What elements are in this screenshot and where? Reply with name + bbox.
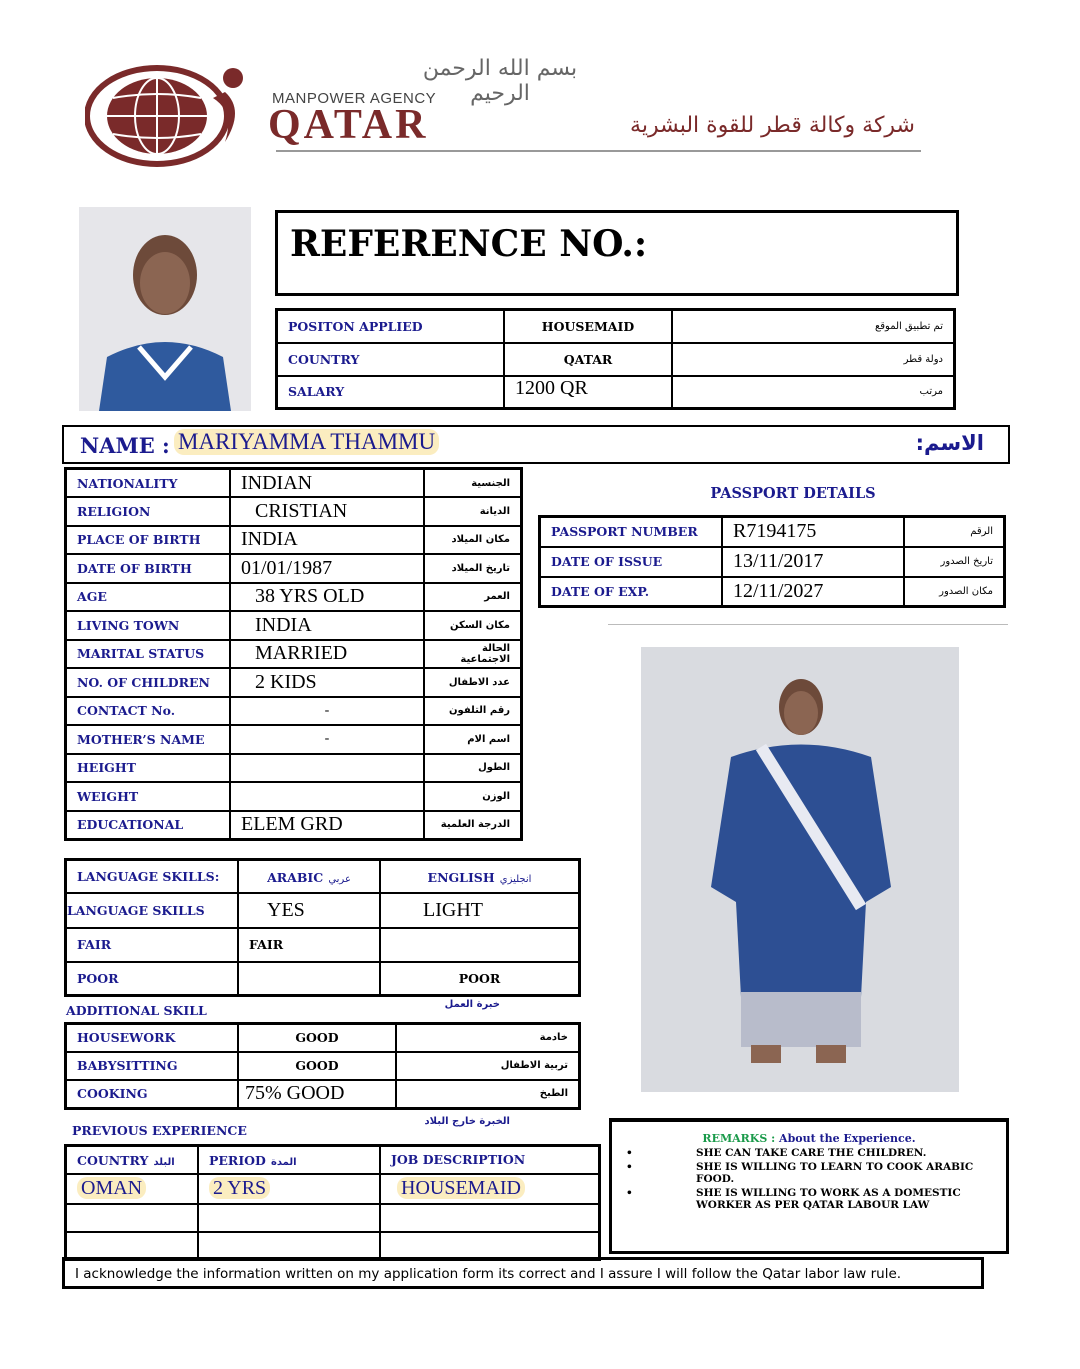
table-row: [277, 376, 955, 409]
remarks-list: [612, 1147, 1006, 1211]
babysitting-arabic: تربية الاطفال: [396, 1052, 580, 1080]
list-item: • SHE IS WILLING TO WORK AS A DOMESTIC WORKER AS PER QATAR LABOUR LAW: [626, 1187, 961, 1211]
table-row: [66, 497, 522, 526]
portrait-photo-icon: [79, 207, 251, 411]
remarks-heading: REMARKS : About the Experience.: [702, 1132, 916, 1145]
passport-table: [538, 515, 1006, 608]
personal-label: NO. OF CHILDREN: [66, 668, 231, 697]
reference-label: REFERENCE NO.:: [290, 223, 648, 265]
experience-job: [380, 1232, 600, 1260]
table-row: [66, 554, 522, 583]
personal-label: HEIGHT: [66, 754, 231, 783]
table-row: [66, 811, 522, 840]
table-row: [66, 928, 580, 962]
position-arabic: تم تطبيق الموقع: [672, 310, 955, 343]
position-table: [275, 308, 956, 410]
personal-label: CONTACT No.: [66, 697, 231, 726]
table-row: [540, 547, 1005, 577]
experience-period: [198, 1204, 380, 1232]
personal-arabic: رقم التلفون: [424, 697, 522, 726]
cooking-label: COOKING: [66, 1080, 239, 1109]
additional-skill-title: ADDITIONAL SKILL: [66, 1003, 207, 1018]
experience-country: OMAN: [66, 1174, 199, 1204]
english-level: LIGHT: [380, 893, 580, 928]
name-label: NAME :: [80, 433, 170, 458]
personal-label: MOTHER’S NAME: [66, 725, 231, 754]
personal-label: PLACE OF BIRTH: [66, 526, 231, 555]
list-item: • SHE IS WILLING TO LEARN TO COOK ARABIC FOOD.: [626, 1161, 974, 1185]
cooking-value: 75% GOOD: [238, 1080, 396, 1109]
acknowledgement-box: [62, 1257, 984, 1289]
personal-label: AGE: [66, 583, 231, 612]
personal-label: WEIGHT: [66, 782, 231, 811]
language-table: [64, 858, 581, 997]
passport-title: PASSPORT DETAILS: [710, 485, 876, 502]
experience-table: [64, 1144, 601, 1261]
table-row: [66, 782, 522, 811]
applicant-full-photo: [641, 647, 959, 1092]
personal-value: -: [230, 725, 424, 754]
agency-line: MANPOWER AGENCY: [272, 90, 437, 107]
table-row: [277, 310, 955, 343]
full-body-photo-icon: [641, 647, 959, 1092]
applicant-portrait: [79, 207, 251, 411]
personal-value: INDIA: [230, 611, 424, 640]
agency-logo: [85, 50, 260, 168]
arabic-column-header: ARABIC عربي: [238, 860, 380, 893]
country-label: COUNTRY: [277, 343, 505, 376]
experience-country: [66, 1204, 199, 1232]
personal-label: EDUCATIONAL: [66, 811, 231, 840]
applicant-name: MARIYAMMA THAMMU: [174, 429, 439, 455]
table-row: [66, 697, 522, 726]
passport-number-value: R7194175: [722, 517, 904, 547]
poor-label: POOR: [66, 962, 239, 996]
experience-job: [380, 1204, 600, 1232]
issue-date-label: DATE OF ISSUE: [540, 547, 723, 577]
personal-value: 01/01/1987: [230, 554, 424, 583]
remarks-box: [609, 1118, 1009, 1254]
personal-value: INDIA: [230, 526, 424, 555]
table-row: [66, 1052, 580, 1080]
personal-label: LIVING TOWN: [66, 611, 231, 640]
previous-experience-title-arabic: الخبرة خارج البلاد: [424, 1116, 510, 1127]
table-row: [66, 668, 522, 697]
divider-line: [608, 624, 1008, 625]
personal-value: 2 KIDS: [230, 668, 424, 697]
table-row: [66, 526, 522, 555]
position-value: HOUSEMAID: [504, 310, 672, 343]
personal-value: INDIAN: [230, 469, 424, 498]
experience-job: HOUSEMAID: [380, 1174, 600, 1204]
arabic-poor: [238, 962, 380, 996]
agency-arabic: شركة وكالة قطر للقوة البشرية: [630, 113, 915, 138]
personal-value: MARRIED: [230, 640, 424, 669]
personal-label: MARITAL STATUS: [66, 640, 231, 669]
personal-label: DATE OF BIRTH: [66, 554, 231, 583]
table-row: [66, 1146, 600, 1174]
table-row: [66, 1232, 600, 1260]
personal-arabic: الديانة: [424, 497, 522, 526]
expiry-date-label: DATE OF EXP.: [540, 577, 723, 607]
table-row: [540, 577, 1005, 607]
cooking-arabic: الطبخ: [396, 1080, 580, 1109]
expiry-date-arabic: مكان الصدور: [904, 577, 1005, 607]
expiry-date-value: 12/11/2027: [722, 577, 904, 607]
salary-arabic: مرتب: [672, 376, 955, 409]
personal-arabic: الدرجة العلمية: [424, 811, 522, 840]
table-row: [66, 893, 580, 928]
personal-value: [230, 782, 424, 811]
job-column-header: JOB DESCRIPTION: [380, 1146, 600, 1174]
table-row: [66, 1174, 600, 1204]
english-column-header: ENGLISH انجليزي: [380, 860, 580, 893]
language-skills-label: LANGUAGE SKILLS: [66, 893, 239, 928]
personal-arabic: اسم الام: [424, 725, 522, 754]
english-fair: [380, 928, 580, 962]
fair-label: FAIR: [66, 928, 239, 962]
agency-name: QATAR: [268, 102, 429, 148]
table-row: [66, 754, 522, 783]
acknowledgement-text: I acknowledge the information written on my application form its correct and I assure I will follow the Qatar labor law rule.: [75, 1266, 902, 1282]
housework-arabic: خادمة: [396, 1024, 580, 1052]
passport-number-label: PASSPORT NUMBER: [540, 517, 723, 547]
table-row: [66, 611, 522, 640]
personal-label: RELIGION: [66, 497, 231, 526]
table-row: [66, 640, 522, 669]
personal-value: 38 YRS OLD: [230, 583, 424, 612]
personal-arabic: الجنسية: [424, 469, 522, 498]
arabic-fair: FAIR: [238, 928, 380, 962]
personal-arabic: تاريخ الميلاد: [424, 554, 522, 583]
arabic-level: YES: [238, 893, 380, 928]
personal-arabic: الوزن: [424, 782, 522, 811]
position-label: POSITON APPLIED: [277, 310, 505, 343]
personal-value: -: [230, 697, 424, 726]
table-row: [66, 860, 580, 893]
personal-value: ELEM GRD: [230, 811, 424, 840]
table-row: [66, 1204, 600, 1232]
country-arabic: دولة قطر: [672, 343, 955, 376]
passport-number-arabic: الرقم: [904, 517, 1005, 547]
additional-skill-title-arabic: خبرة العمل: [444, 999, 500, 1010]
header-divider: [276, 150, 921, 152]
salary-label: SALARY: [277, 376, 505, 409]
salary-value: 1200 QR: [504, 376, 672, 409]
previous-experience-title: PREVIOUS EXPERIENCE: [72, 1123, 247, 1138]
table-row: [66, 1024, 580, 1052]
table-row: [66, 1080, 580, 1109]
issue-date-value: 13/11/2017: [722, 547, 904, 577]
housework-value: GOOD: [238, 1024, 396, 1052]
personal-value: [230, 754, 424, 783]
table-row: [540, 517, 1005, 547]
name-bar: [62, 425, 1010, 464]
personal-arabic: عدد الاطفال: [424, 668, 522, 697]
table-row: [66, 725, 522, 754]
table-row: [66, 583, 522, 612]
english-poor: POOR: [380, 962, 580, 996]
experience-period: 2 YRS: [198, 1174, 380, 1204]
additional-skill-table: [64, 1022, 581, 1110]
personal-label: NATIONALITY: [66, 469, 231, 498]
table-row: [66, 962, 580, 996]
period-column-header: PERIOD المدة: [198, 1146, 380, 1174]
table-row: [277, 343, 955, 376]
country-column-header: COUNTRY البلد: [66, 1146, 199, 1174]
personal-arabic: الحالة الاجتماعية: [424, 640, 522, 669]
personal-arabic: الطول: [424, 754, 522, 783]
babysitting-value: GOOD: [238, 1052, 396, 1080]
experience-country: [66, 1232, 199, 1260]
country-value: QATAR: [504, 343, 672, 376]
babysitting-label: BABYSITTING: [66, 1052, 239, 1080]
globe-person-icon: [85, 50, 260, 168]
list-item: • SHE CAN TAKE CARE THE CHILDREN.: [626, 1147, 927, 1159]
issue-date-arabic: تاريخ الصدور: [904, 547, 1005, 577]
personal-table: [64, 467, 523, 841]
personal-value: CRISTIAN: [230, 497, 424, 526]
table-row: [66, 469, 522, 498]
name-arabic: الاسم:: [915, 431, 984, 455]
experience-period: [198, 1232, 380, 1260]
personal-arabic: العمر: [424, 583, 522, 612]
personal-arabic: مكان الميلاد: [424, 526, 522, 555]
personal-arabic: مكان السكن: [424, 611, 522, 640]
housework-label: HOUSEWORK: [66, 1024, 239, 1052]
reference-box: [275, 210, 959, 296]
language-header-label: LANGUAGE SKILLS:: [66, 860, 239, 893]
bismillah: بسم الله الرحمن الرحيم: [422, 56, 578, 106]
